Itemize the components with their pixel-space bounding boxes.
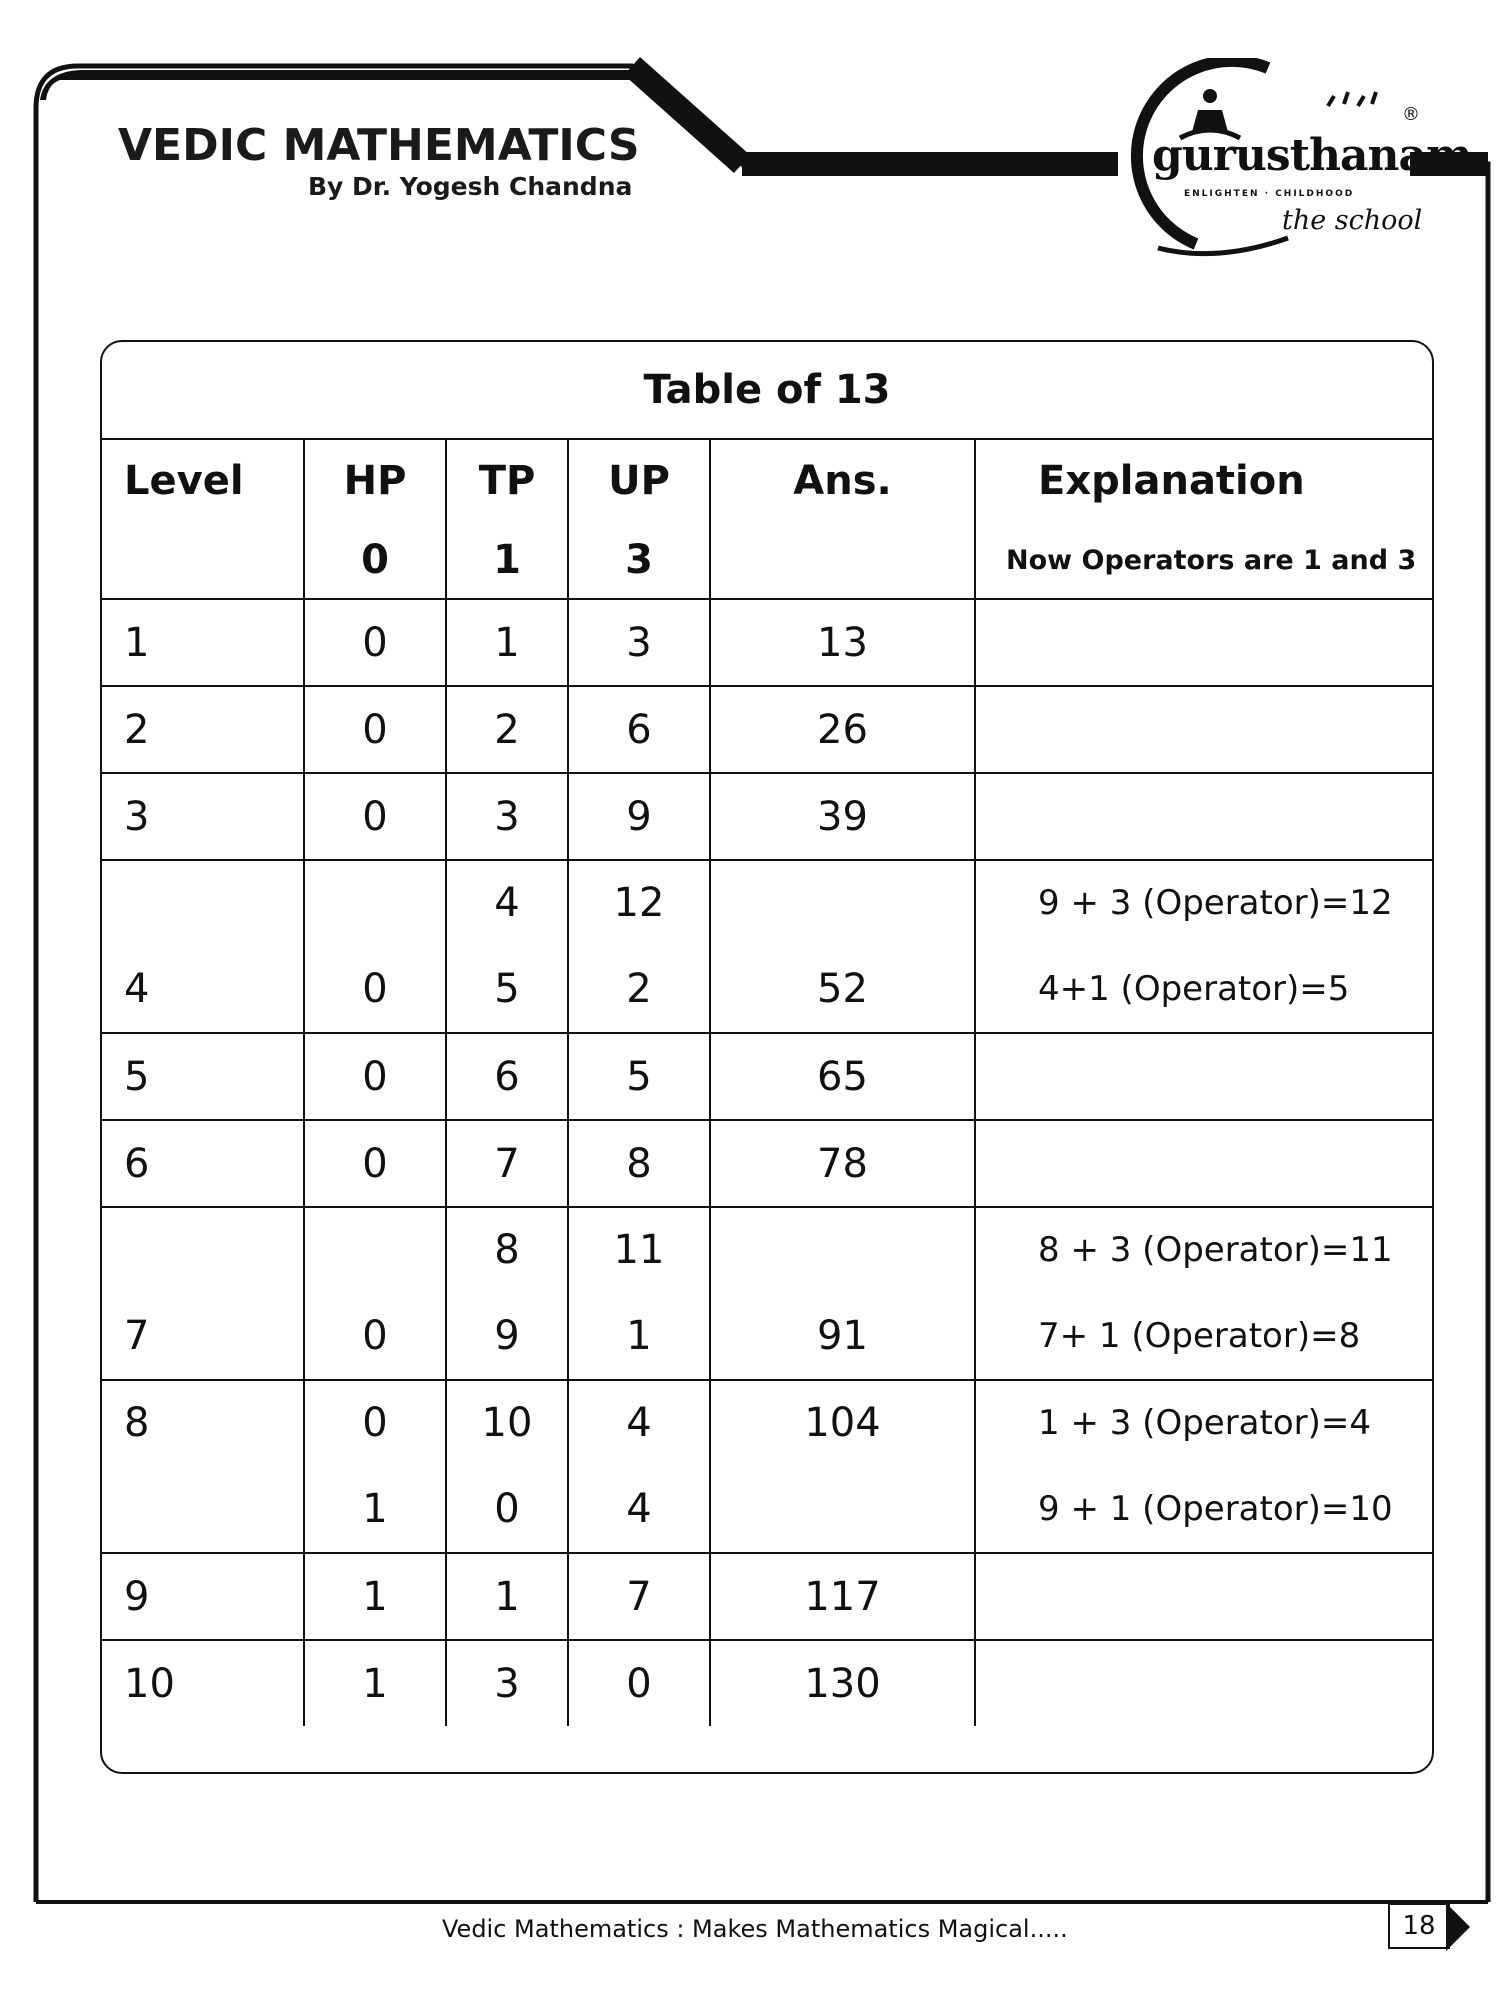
explanation-line: 7+ 1 (Operator)=8	[1038, 1315, 1361, 1356]
explanation-cell	[975, 860, 1432, 1033]
tp-cell: 3	[446, 773, 568, 860]
up-cell: 5	[568, 1033, 710, 1120]
table-row	[102, 1207, 1432, 1380]
hp-line: 0	[362, 1312, 388, 1359]
up-cell: 7	[568, 1553, 710, 1640]
column-header-ans: Ans.	[710, 440, 975, 522]
ans-line	[711, 1467, 974, 1552]
page-arrow-icon	[1446, 1903, 1470, 1951]
hp-cell: 0	[304, 773, 446, 860]
tp-line: 10	[481, 1400, 533, 1447]
ans-cell	[710, 860, 975, 1033]
page-number: 18	[1388, 1903, 1450, 1949]
column-header-level: Level	[102, 440, 304, 522]
tp-line: 9	[494, 1312, 520, 1359]
column-header-hp: HP	[304, 440, 446, 522]
ans-cell	[710, 1380, 975, 1553]
table-grid	[102, 440, 1432, 1726]
up-cell	[568, 860, 710, 1033]
hp-cell: 0	[304, 1033, 446, 1120]
level-cell	[102, 1207, 304, 1380]
explanation-line: 9 + 1 (Operator)=10	[1038, 1488, 1393, 1529]
ans-cell: 130	[710, 1640, 975, 1726]
level-line: 8	[124, 1400, 150, 1447]
table-row	[102, 1553, 1432, 1640]
table-row	[102, 1380, 1432, 1553]
tp-cell: 2	[446, 686, 568, 773]
logo-tagline: ENLIGHTEN · CHILDHOOD	[1184, 189, 1355, 199]
explanation-cell	[975, 1640, 1432, 1726]
column-header-explanation: Explanation	[975, 440, 1432, 522]
hp-line	[305, 1208, 445, 1293]
up-cell: 9	[568, 773, 710, 860]
hp-line: 0	[362, 1400, 388, 1447]
operator-tp: 1	[446, 522, 568, 599]
hp-line: 0	[362, 965, 388, 1012]
header-title: VEDIC MATHEMATICS	[118, 120, 640, 171]
table-header-row	[102, 440, 1432, 522]
operator-row	[102, 522, 1432, 599]
column-header-up: UP	[568, 440, 710, 522]
level-line: 4	[124, 965, 150, 1012]
explanation-cell	[975, 1120, 1432, 1207]
hp-cell	[304, 860, 446, 1033]
logo-wordmark: gurusthanam	[1152, 130, 1472, 181]
hp-cell: 1	[304, 1640, 446, 1726]
explanation-line: 9 + 3 (Operator)=12	[1038, 883, 1393, 924]
tp-cell	[446, 860, 568, 1033]
up-line: 4	[626, 1485, 652, 1532]
explanation-cell	[975, 1207, 1432, 1380]
hp-cell	[304, 1380, 446, 1553]
ans-line: 52	[817, 965, 868, 1012]
hp-cell: 0	[304, 1120, 446, 1207]
level-cell	[102, 860, 304, 1033]
tp-cell	[446, 1380, 568, 1553]
hp-line: 1	[362, 1485, 388, 1532]
header-subtitle: By Dr. Yogesh Chandna	[308, 172, 633, 201]
table-row	[102, 773, 1432, 860]
up-line: 2	[626, 965, 652, 1012]
operator-explanation: Now Operators are 1 and 3	[975, 522, 1432, 599]
explanation-cell	[975, 1553, 1432, 1640]
explanation-line: 1 + 3 (Operator)=4	[1038, 1403, 1372, 1444]
level-line	[124, 1208, 303, 1293]
up-line: 1	[626, 1312, 652, 1359]
table-row	[102, 860, 1432, 1033]
tp-cell: 6	[446, 1033, 568, 1120]
explanation-cell	[975, 1380, 1432, 1553]
table-row	[102, 686, 1432, 773]
level-cell: 9	[102, 1553, 304, 1640]
tp-line: 0	[494, 1485, 520, 1532]
table-row	[102, 1120, 1432, 1207]
tp-cell: 3	[446, 1640, 568, 1726]
operator-hp: 0	[304, 522, 446, 599]
level-cell: 2	[102, 686, 304, 773]
operator-up: 3	[568, 522, 710, 599]
level-cell: 10	[102, 1640, 304, 1726]
up-line: 11	[613, 1227, 665, 1274]
ans-cell: 117	[710, 1553, 975, 1640]
table-row	[102, 1640, 1432, 1726]
registered-mark: ®	[1402, 104, 1420, 125]
tp-cell: 7	[446, 1120, 568, 1207]
multiplication-table	[100, 340, 1434, 1774]
explanation-line: 8 + 3 (Operator)=11	[1038, 1230, 1393, 1271]
ans-line: 104	[804, 1400, 881, 1447]
hp-cell	[304, 1207, 446, 1380]
up-cell	[568, 1207, 710, 1380]
explanation-cell	[975, 599, 1432, 686]
hp-cell: 1	[304, 1553, 446, 1640]
tp-line: 8	[494, 1227, 520, 1274]
ans-cell	[710, 1207, 975, 1380]
tp-cell	[446, 1207, 568, 1380]
level-cell	[102, 1380, 304, 1553]
column-header-tp: TP	[446, 440, 568, 522]
up-cell	[568, 1380, 710, 1553]
level-line	[124, 1467, 303, 1552]
tp-line: 4	[494, 880, 520, 927]
level-cell: 5	[102, 1033, 304, 1120]
level-cell: 3	[102, 773, 304, 860]
tp-cell: 1	[446, 1553, 568, 1640]
ans-cell: 39	[710, 773, 975, 860]
up-cell: 0	[568, 1640, 710, 1726]
footer-tagline: Vedic Mathematics : Makes Mathematics Magical.....	[442, 1915, 1068, 1943]
operator-ans-cell	[710, 522, 975, 599]
level-cell: 1	[102, 599, 304, 686]
up-line: 12	[613, 880, 665, 927]
tp-line: 5	[494, 965, 520, 1012]
tp-cell: 1	[446, 599, 568, 686]
level-line	[124, 861, 303, 946]
hp-line	[305, 861, 445, 946]
up-cell: 6	[568, 686, 710, 773]
up-cell: 8	[568, 1120, 710, 1207]
explanation-cell	[975, 773, 1432, 860]
explanation-line: 4+1 (Operator)=5	[1038, 968, 1350, 1009]
hp-cell: 0	[304, 686, 446, 773]
explanation-cell	[975, 686, 1432, 773]
logo-school: the school	[1282, 205, 1423, 236]
table-row	[102, 599, 1432, 686]
ans-line	[711, 861, 974, 946]
ans-cell: 78	[710, 1120, 975, 1207]
up-cell: 3	[568, 599, 710, 686]
level-line: 7	[124, 1312, 150, 1359]
operator-level-cell	[102, 522, 304, 599]
ans-line: 91	[817, 1312, 868, 1359]
hp-cell: 0	[304, 599, 446, 686]
ans-cell: 26	[710, 686, 975, 773]
ans-line	[711, 1208, 974, 1293]
ans-cell: 13	[710, 599, 975, 686]
table-row	[102, 1033, 1432, 1120]
ans-cell: 65	[710, 1033, 975, 1120]
level-cell: 6	[102, 1120, 304, 1207]
table-title: Table of 13	[102, 342, 1432, 440]
up-line: 4	[626, 1400, 652, 1447]
explanation-cell	[975, 1033, 1432, 1120]
